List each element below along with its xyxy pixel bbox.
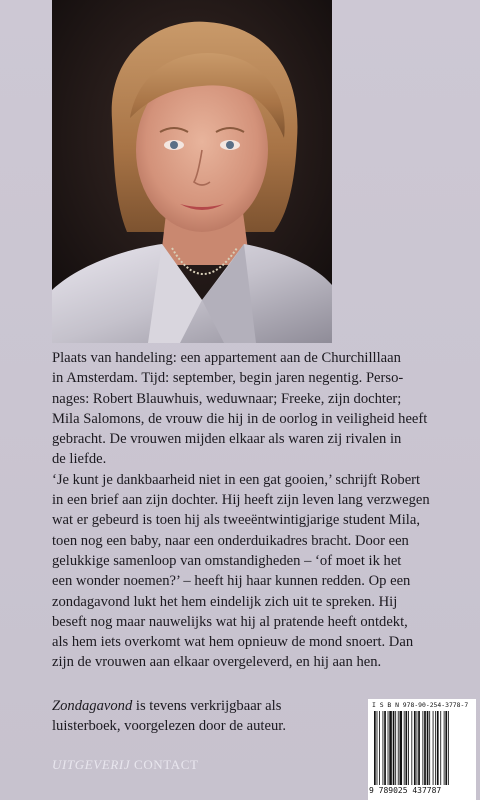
blurb-line: in Amsterdam. Tijd: september, begin jaren negentig. Perso- [52,370,404,387]
blurb-line: een wonder noemen?’ – heeft hij haar kunnen redden. Op een [52,573,411,590]
barcode-bar [448,711,449,785]
barcode-bar [408,711,409,785]
publisher-name [52,757,199,773]
barcode-bar [377,711,378,785]
isbn-number: I S B N 978-90-254-3778-7 [372,701,469,709]
blurb-line: als hem iets overkomt wat hem opnieuw de mond snoert. Dan [52,634,414,651]
barcode-bar [393,711,395,785]
barcode-bar [404,711,405,785]
blurb-line: Mila Salomons, de vrouw die hij in de oorlog in veiligheid heeft [52,410,428,427]
barcode-bar [389,711,392,785]
blurb-line: toen nog een baby, naar een onderduikadres bracht. Door een [52,532,409,549]
blurb-paragraph-1 [52,348,472,470]
barcode-bar [374,711,376,785]
barcode-bar [422,711,423,785]
barcode-bar [445,711,447,785]
barcode-bar [395,711,396,785]
barcode-bar [411,711,412,785]
barcode-bar [427,711,429,785]
author-portrait-image [52,0,332,343]
blurb-text [52,348,472,673]
blurb-line: zijn de vrouwen aan elkaar overgeleverd, en hij aan hen. [52,654,382,671]
barcode-bar [400,711,403,785]
blurb-line: gelukkige samenloop van omstandigheden – ‘of moet ik het [52,552,402,569]
publisher-label: CONTACT [130,757,199,772]
barcode-bar [383,711,384,785]
barcode-bar [437,711,439,785]
barcode-bar [435,711,436,785]
barcode-bar [444,711,445,785]
blurb-line: gebracht. De vrouwen mijden elkaar als waren zij rivalen in [52,431,402,448]
barcode-bar [388,711,389,785]
barcode-bar [440,711,441,785]
blurb-line: beseft nog maar nauwelijks wat hij al pratende heeft ontdekt, [52,613,408,630]
note-text: luisterboek, voorgelezen door de auteur. [52,718,286,735]
barcode-bar [417,711,418,785]
barcode-bar [384,711,386,785]
author-photo [52,0,332,343]
barcode-bar [379,711,380,785]
barcode-bar [414,711,416,785]
barcode-icon [374,711,474,785]
blurb-line: ‘Je kunt je dankbaarheid niet in een gat gooien,’ schrijft Robert [52,471,421,488]
barcode-bar [405,711,407,785]
barcode-bar [398,711,399,785]
audiobook-note [52,696,352,737]
barcode-bar [429,711,430,785]
book-title: Zondagavond [52,698,133,714]
barcode-bar [433,711,434,785]
ean-number: 9 789025 437787 [369,786,442,795]
blurb-line: Plaats van handeling: een appartement aan de Churchilllaan [52,350,401,366]
blurb-paragraph-2 [52,470,472,673]
note-text: is tevens verkrijgbaar als [132,698,282,714]
publisher-prefix: UITGEVERIJ [52,757,131,772]
barcode-bar [418,711,420,785]
blurb-line: wat er gebeurd is toen hij als tweeëntwintigjarige student Mila, [52,512,420,529]
blurb-line: in een brief aan zijn dochter. Hij heeft zijn leven lang verzwegen [52,492,430,509]
blurb-line: nages: Robert Blauwhuis, weduwnaar; Freeke, zijn dochter; [52,390,402,407]
blurb-line: zondagavond lukt het hem eindelijk zich uit te spreken. Hij [52,593,398,610]
blurb-line: de liefde. [52,451,107,468]
barcode-bar [424,711,426,785]
